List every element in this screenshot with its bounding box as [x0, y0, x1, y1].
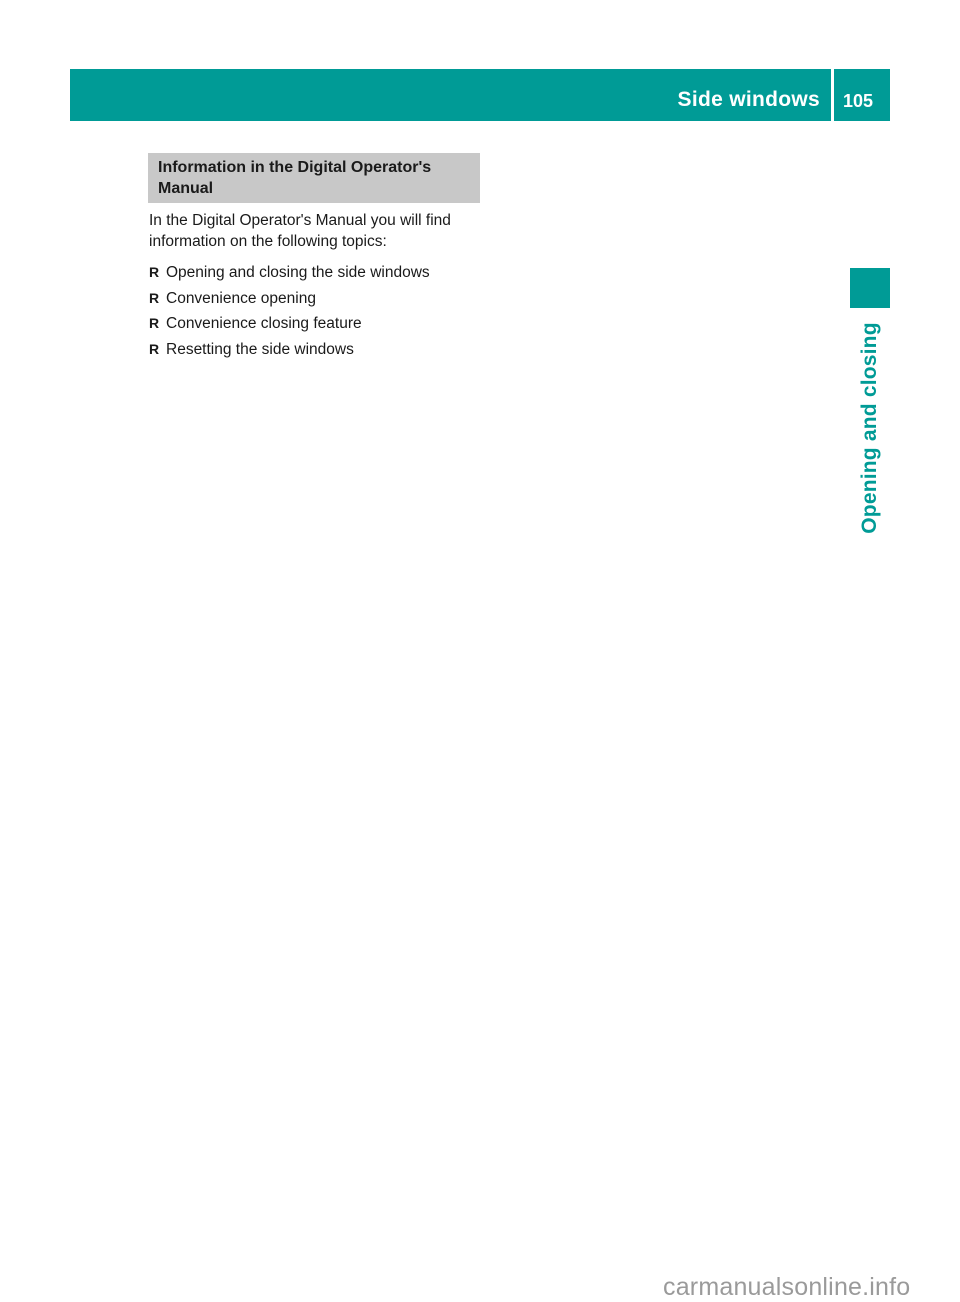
chapter-tab-marker — [850, 268, 890, 308]
bullet-icon: R — [149, 289, 160, 306]
bullet-icon: R — [149, 340, 160, 357]
section-title: Side windows — [677, 88, 820, 111]
list-item-text: Convenience opening — [166, 289, 316, 307]
section-heading: Information in the Digital Operator's Manual — [158, 159, 432, 197]
list-item — [149, 339, 489, 365]
page-number: 105 — [843, 91, 874, 111]
page-header-bar — [70, 69, 890, 121]
bullet-icon: R — [149, 264, 160, 280]
list-item-text: Resetting the side windows — [166, 340, 354, 358]
watermark-text: carmanualsonline.info — [663, 1273, 911, 1301]
bullet-icon: R — [149, 315, 160, 331]
intro-paragraph: In the Digital Operator's Manual you will find information on the following topics: — [149, 212, 451, 250]
topic-list — [149, 262, 489, 364]
list-item — [149, 262, 489, 288]
list-item — [149, 313, 489, 339]
list-item-text: Opening and closing the side windows — [166, 264, 430, 281]
list-item-text: Convenience closing feature — [166, 315, 362, 332]
chapter-tab — [838, 310, 902, 546]
chapter-label: Opening and closing — [858, 322, 881, 534]
header-divider — [831, 69, 834, 121]
section-heading-box — [148, 153, 480, 203]
list-item — [149, 288, 489, 314]
